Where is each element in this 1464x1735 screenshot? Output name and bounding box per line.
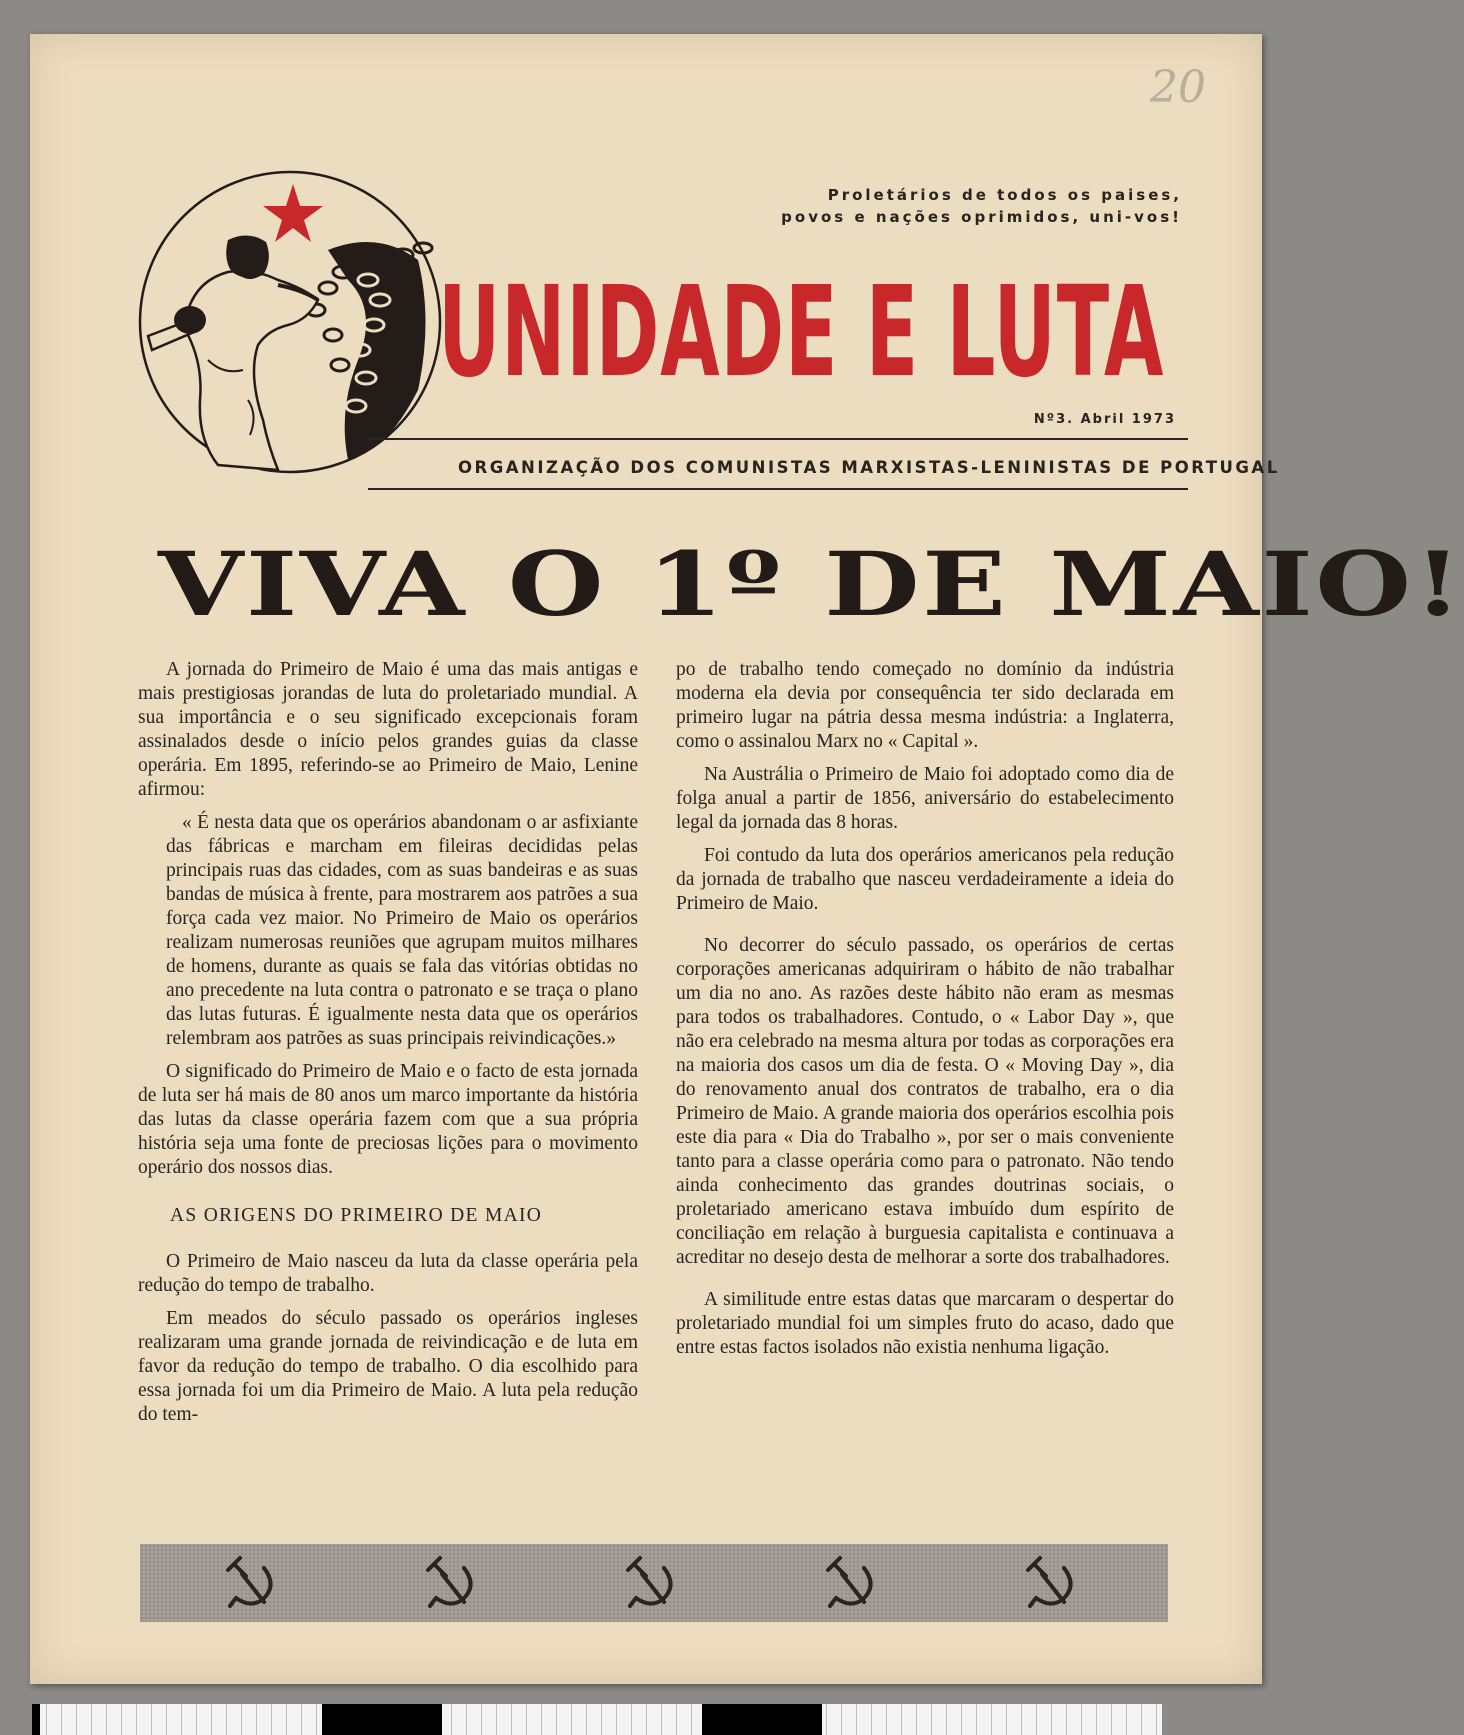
hammer-sickle-icon xyxy=(220,1554,280,1612)
slogan xyxy=(781,184,1182,228)
paragraph: po de trabalho tendo começado no domínio da indústria moderna ela devia por consequência ter sido declarada em primeiro lugar na pátria dessa mesma indústria: a Inglaterra, como o assinalou Marx no « Capital ». xyxy=(676,659,1174,752)
ruler-block xyxy=(702,1704,822,1735)
section-subheading: AS ORIGENS DO PRIMEIRO DE MAIO xyxy=(170,1205,543,1226)
paragraph: O significado do Primeiro de Maio e o facto de esta jornada de luta ser há mais de 80 anos um marco importante da história das lutas da classe operária fazem com que a sua própria história seja uma fonte de preciosas lições para o movimento operário dos nossos dias. xyxy=(138,1061,638,1178)
hammer-sickle-icon xyxy=(820,1554,880,1612)
paragraph: A jornada do Primeiro de Maio é uma das mais antigas e mais prestigiosas jorandas de luta do proletariado mundial. A sua importância e o seu significado excepcionais foram assinalados desde o início pelos grandes guias da classe operária. Em 1895, referindo-se ao Primeiro de Maio, Lenine afirmou: xyxy=(138,659,638,800)
red-star-icon xyxy=(263,184,323,242)
slogan-line-2: povos e nações oprimidos, uni-vos! xyxy=(781,208,1182,226)
ruler-block xyxy=(322,1704,442,1735)
headline-text: VIVA O 1º DE MAIO! xyxy=(158,532,1464,636)
slogan-line-1: Proletários de todos os paises, xyxy=(827,186,1182,204)
masthead-rule-bottom xyxy=(368,488,1188,490)
hammer-sickle-icon xyxy=(420,1554,480,1612)
paragraph: Foi contudo da luta dos operários americanos pela redução da jornada de trabalho que nasceu verdadeiramente a ideia do Primeiro de Maio. xyxy=(676,845,1174,914)
hammer-sickle-icon xyxy=(620,1554,680,1612)
pencil-note: 20 xyxy=(1150,62,1206,113)
paragraph: No decorrer do século passado, os operários de certas corporações americanas adquiriram o hábito de não trabalhar um dia no ano. As razões deste hábito não eram as mesmas para todos os trabalhadores. Contudo, o « Labor Day », que não era celebrado na mesma altura por todas as corporações era na maioria dos casos um dia de festa. O « Moving Day », dia do renovamento anual dos contratos de trabalho, era o dia Primeiro de Maio. A grande maioria dos operários escolhia pois este dia para « Dia do Trabalho », por ser o mais conveniente tanto para a classe operária como para o patronato. Não tendo ainda conhecimento das grandes doutrinas sociais, o proletariado americano estava imbuído dum espírito de conciliação em relação à burguesia capitalista e continuava a acreditar no desejo desta de melhorar a sorte dos trabalhadores. xyxy=(676,935,1174,1268)
worker-breaking-chains-illustration xyxy=(128,160,452,484)
hammer-sickle-icon xyxy=(1020,1554,1080,1612)
scale-ruler xyxy=(32,1704,1162,1735)
issue-number: Nº3. Abril 1973 xyxy=(1033,412,1176,427)
paragraph: Na Austrália o Primeiro de Maio foi adoptado como dia de folga anual a partir de 1856, aniversário do estabelecimento legal da jornada das 8 horas. xyxy=(676,764,1174,833)
newspaper-page xyxy=(30,34,1464,1684)
footer-ornament-band xyxy=(140,1544,1168,1622)
paragraph: O Primeiro de Maio nasceu da luta da classe operária pela redução do tempo de trabalho. xyxy=(138,1251,638,1296)
masthead-rule-top xyxy=(368,438,1188,440)
article-column-right xyxy=(676,658,1174,1369)
lenin-quote: « É nesta data que os operários abandonam o ar asfixiante das fábricas e marcham em fileiras decididas pelas principais ruas das cidades, com as suas bandeiras e as suas bandas de música à frente, para mostrarem aos patrões a sua força cada vez maior. No Primeiro de Maio os operários realizam numerosas reuniões que agrupam muitos milhares de homens, durante as quais se fala das vitórias obtidas no ano precedente na luta contra o patronato e se traça o plano das lutas futuras. É igualmente nesta data que os operários relembram aos patrões as suas principais reivindicações.» xyxy=(166,812,638,1049)
headline xyxy=(158,524,1464,644)
article-column-left xyxy=(138,658,638,1436)
paragraph: Em meados do século passado os operários ingleses realizaram uma grande jornada de reivindicação e de luta em favor da redução do tempo de trabalho. O dia escolhido para essa jornada foi um dia Primeiro de Maio. A luta pela redução do tem- xyxy=(138,1308,638,1425)
paragraph: A similitude entre estas datas que marcaram o despertar do proletariado mundial foi um simples fruto do acaso, dado que entre estas factos isolados não existia nenhuma ligação. xyxy=(676,1289,1174,1358)
masthead-title xyxy=(438,259,1182,405)
organization-name: ORGANIZAÇÃO DOS COMUNISTAS MARXISTAS-LENINISTAS DE PORTUGAL xyxy=(458,458,1280,477)
ruler-block xyxy=(32,1704,40,1735)
masthead-title-text: UNIDADE E LUTA xyxy=(438,259,1165,405)
